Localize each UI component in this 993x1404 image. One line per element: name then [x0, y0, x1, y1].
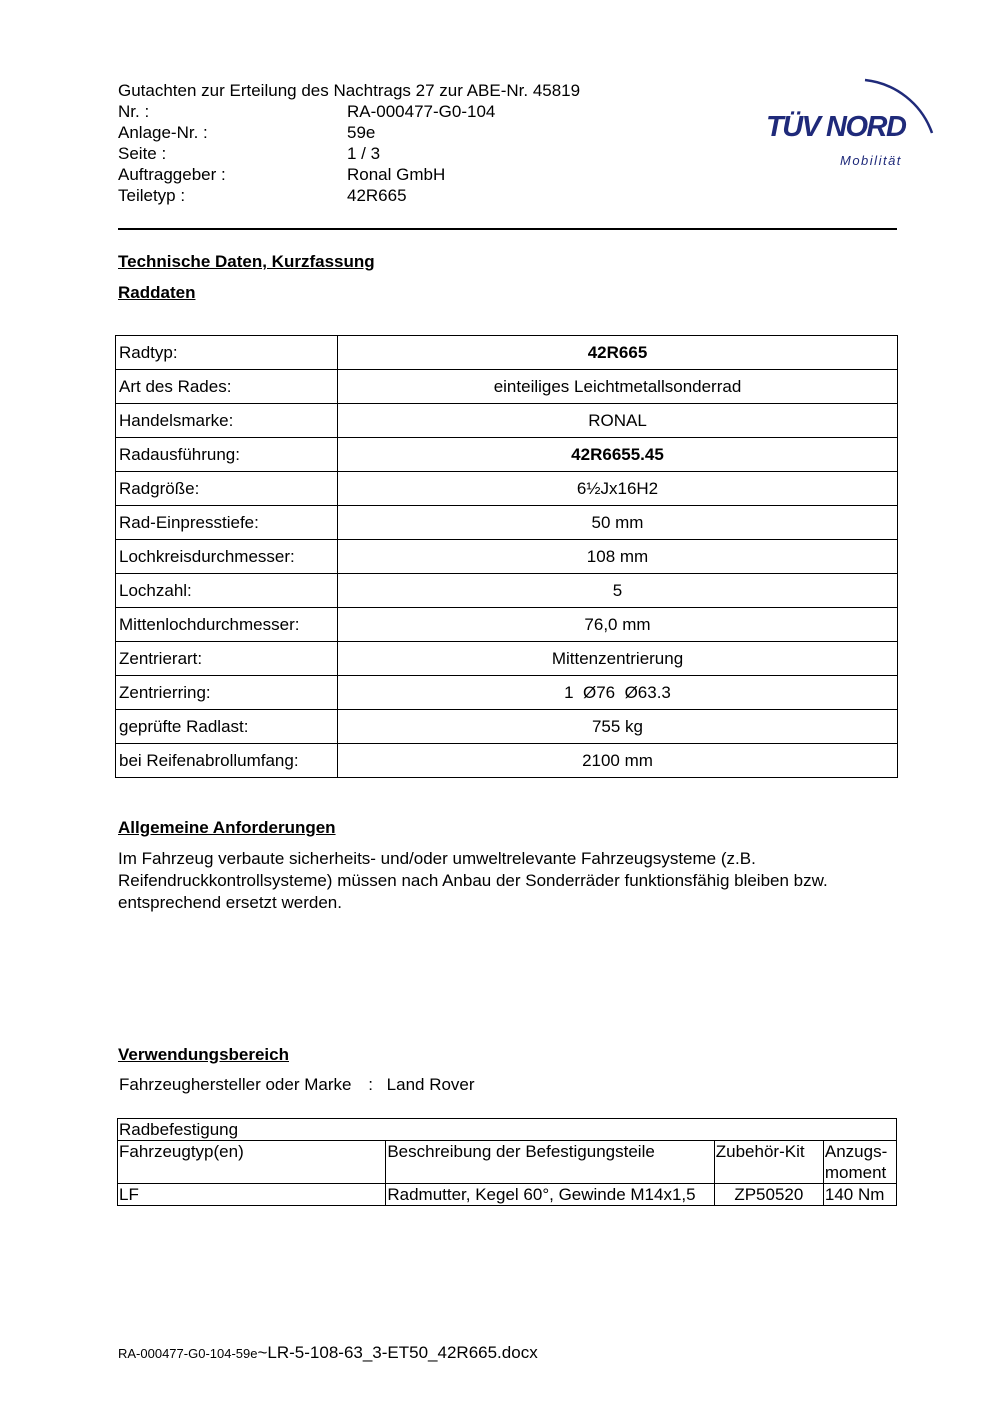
row-value: 2100 mm — [338, 744, 898, 778]
table-row — [116, 574, 898, 608]
header-cell: Zubehör-Kit — [714, 1141, 823, 1184]
cell: LF — [118, 1184, 386, 1206]
header-row-anlage: Anlage-Nr. : 59e — [118, 123, 376, 142]
row-value: 108 mm — [338, 540, 898, 574]
header-cell: Beschreibung der Befestigungsteile — [386, 1141, 714, 1184]
row-value: 6½Jx16H2 — [338, 472, 898, 506]
tuv-nord-logo — [760, 55, 945, 175]
table-row — [116, 506, 898, 540]
row-value: 755 kg — [338, 710, 898, 744]
row-label: Zentrierring: — [116, 676, 338, 710]
header-cell: Fahrzeugtyp(en) — [118, 1141, 386, 1184]
row-label: Art des Rades: — [116, 370, 338, 404]
cell: 140 Nm — [823, 1184, 896, 1206]
row-label: Radausführung: — [116, 438, 338, 472]
allgemeine-anforderungen-text: Im Fahrzeug verbaute sicherheits- und/oder umweltrelevante Fahrzeugsysteme (z.B. Reifendruckkontrollsysteme) müssen nach Anbau der Sonderräder funktionsfähig bleiben bzw. entsprechend ersetzt werden. — [118, 849, 828, 912]
table-row — [118, 1184, 897, 1206]
row-value: RONAL — [338, 404, 898, 438]
header-divider — [118, 228, 897, 230]
table-row — [116, 642, 898, 676]
table-row — [116, 540, 898, 574]
logo-sub: Mobilität — [840, 153, 902, 168]
row-label: bei Reifenabrollumfang: — [116, 744, 338, 778]
heading-allgemeine-anforderungen: Allgemeine Anforderungen — [118, 818, 336, 837]
maker-label: Fahrzeughersteller oder Marke — [119, 1075, 352, 1094]
header-row-seite: Seite : 1 / 3 — [118, 144, 381, 163]
heading-technische-daten: Technische Daten, Kurzfassung — [118, 252, 375, 271]
cell: ZP50520 — [714, 1184, 823, 1206]
document-title: Gutachten zur Erteilung des Nachtrags 27 zur ABE-Nr. 45819 — [118, 81, 581, 100]
table-row — [116, 744, 898, 778]
radbefestigung-table — [117, 1118, 897, 1206]
table-row — [116, 370, 898, 404]
table-title-cell: Radbefestigung — [118, 1119, 897, 1141]
header-row-teiletyp: Teiletyp : 42R665 — [118, 186, 407, 205]
row-value: 42R6655.45 — [338, 438, 898, 472]
row-value: 50 mm — [338, 506, 898, 540]
table-row — [116, 336, 898, 370]
row-label: Radtyp: — [116, 336, 338, 370]
table-row — [116, 710, 898, 744]
row-value: einteiliges Leichtmetallsonderrad — [338, 370, 898, 404]
row-label: Lochzahl: — [116, 574, 338, 608]
maker-value: Land Rover — [386, 1075, 475, 1094]
table-row — [116, 608, 898, 642]
cell: Radmutter, Kegel 60°, Gewinde M14x1,5 — [386, 1184, 714, 1206]
row-value: 42R665 — [338, 336, 898, 370]
row-label: Lochkreisdurchmesser: — [116, 540, 338, 574]
table-row — [116, 404, 898, 438]
header-row-auftraggeber: Auftraggeber : Ronal GmbH — [118, 165, 446, 184]
raddaten-table — [115, 335, 898, 778]
footer-filename: RA-000477-G0-104-59e~LR-5-108-63_3-ET50_42R665.docx — [118, 1343, 538, 1362]
header-cell: Anzugs-moment — [823, 1141, 896, 1184]
document-header — [118, 80, 580, 206]
table-row — [116, 472, 898, 506]
row-label: Rad-Einpresstiefe: — [116, 506, 338, 540]
heading-verwendungsbereich: Verwendungsbereich — [118, 1045, 289, 1064]
heading-raddaten: Raddaten — [118, 283, 196, 302]
maker-separator: : — [368, 1075, 373, 1094]
row-label: Handelsmarke: — [116, 404, 338, 438]
vehicle-maker-line — [118, 1075, 475, 1095]
logo-brand: TÜV NORD — [766, 111, 906, 143]
row-label: Zentrierart: — [116, 642, 338, 676]
row-value: 5 — [338, 574, 898, 608]
row-label: Mittenlochdurchmesser: — [116, 608, 338, 642]
row-label: geprüfte Radlast: — [116, 710, 338, 744]
table-row — [118, 1119, 897, 1141]
table-row — [116, 676, 898, 710]
header-row-nr: Nr. : RA-000477-G0-104 — [118, 102, 496, 121]
row-label: Radgröße: — [116, 472, 338, 506]
table-row — [116, 438, 898, 472]
table-header-row — [118, 1141, 897, 1184]
row-value: Mittenzentrierung — [338, 642, 898, 676]
row-value: 76,0 mm — [338, 608, 898, 642]
row-value: 1 Ø76 Ø63.3 — [338, 676, 898, 710]
